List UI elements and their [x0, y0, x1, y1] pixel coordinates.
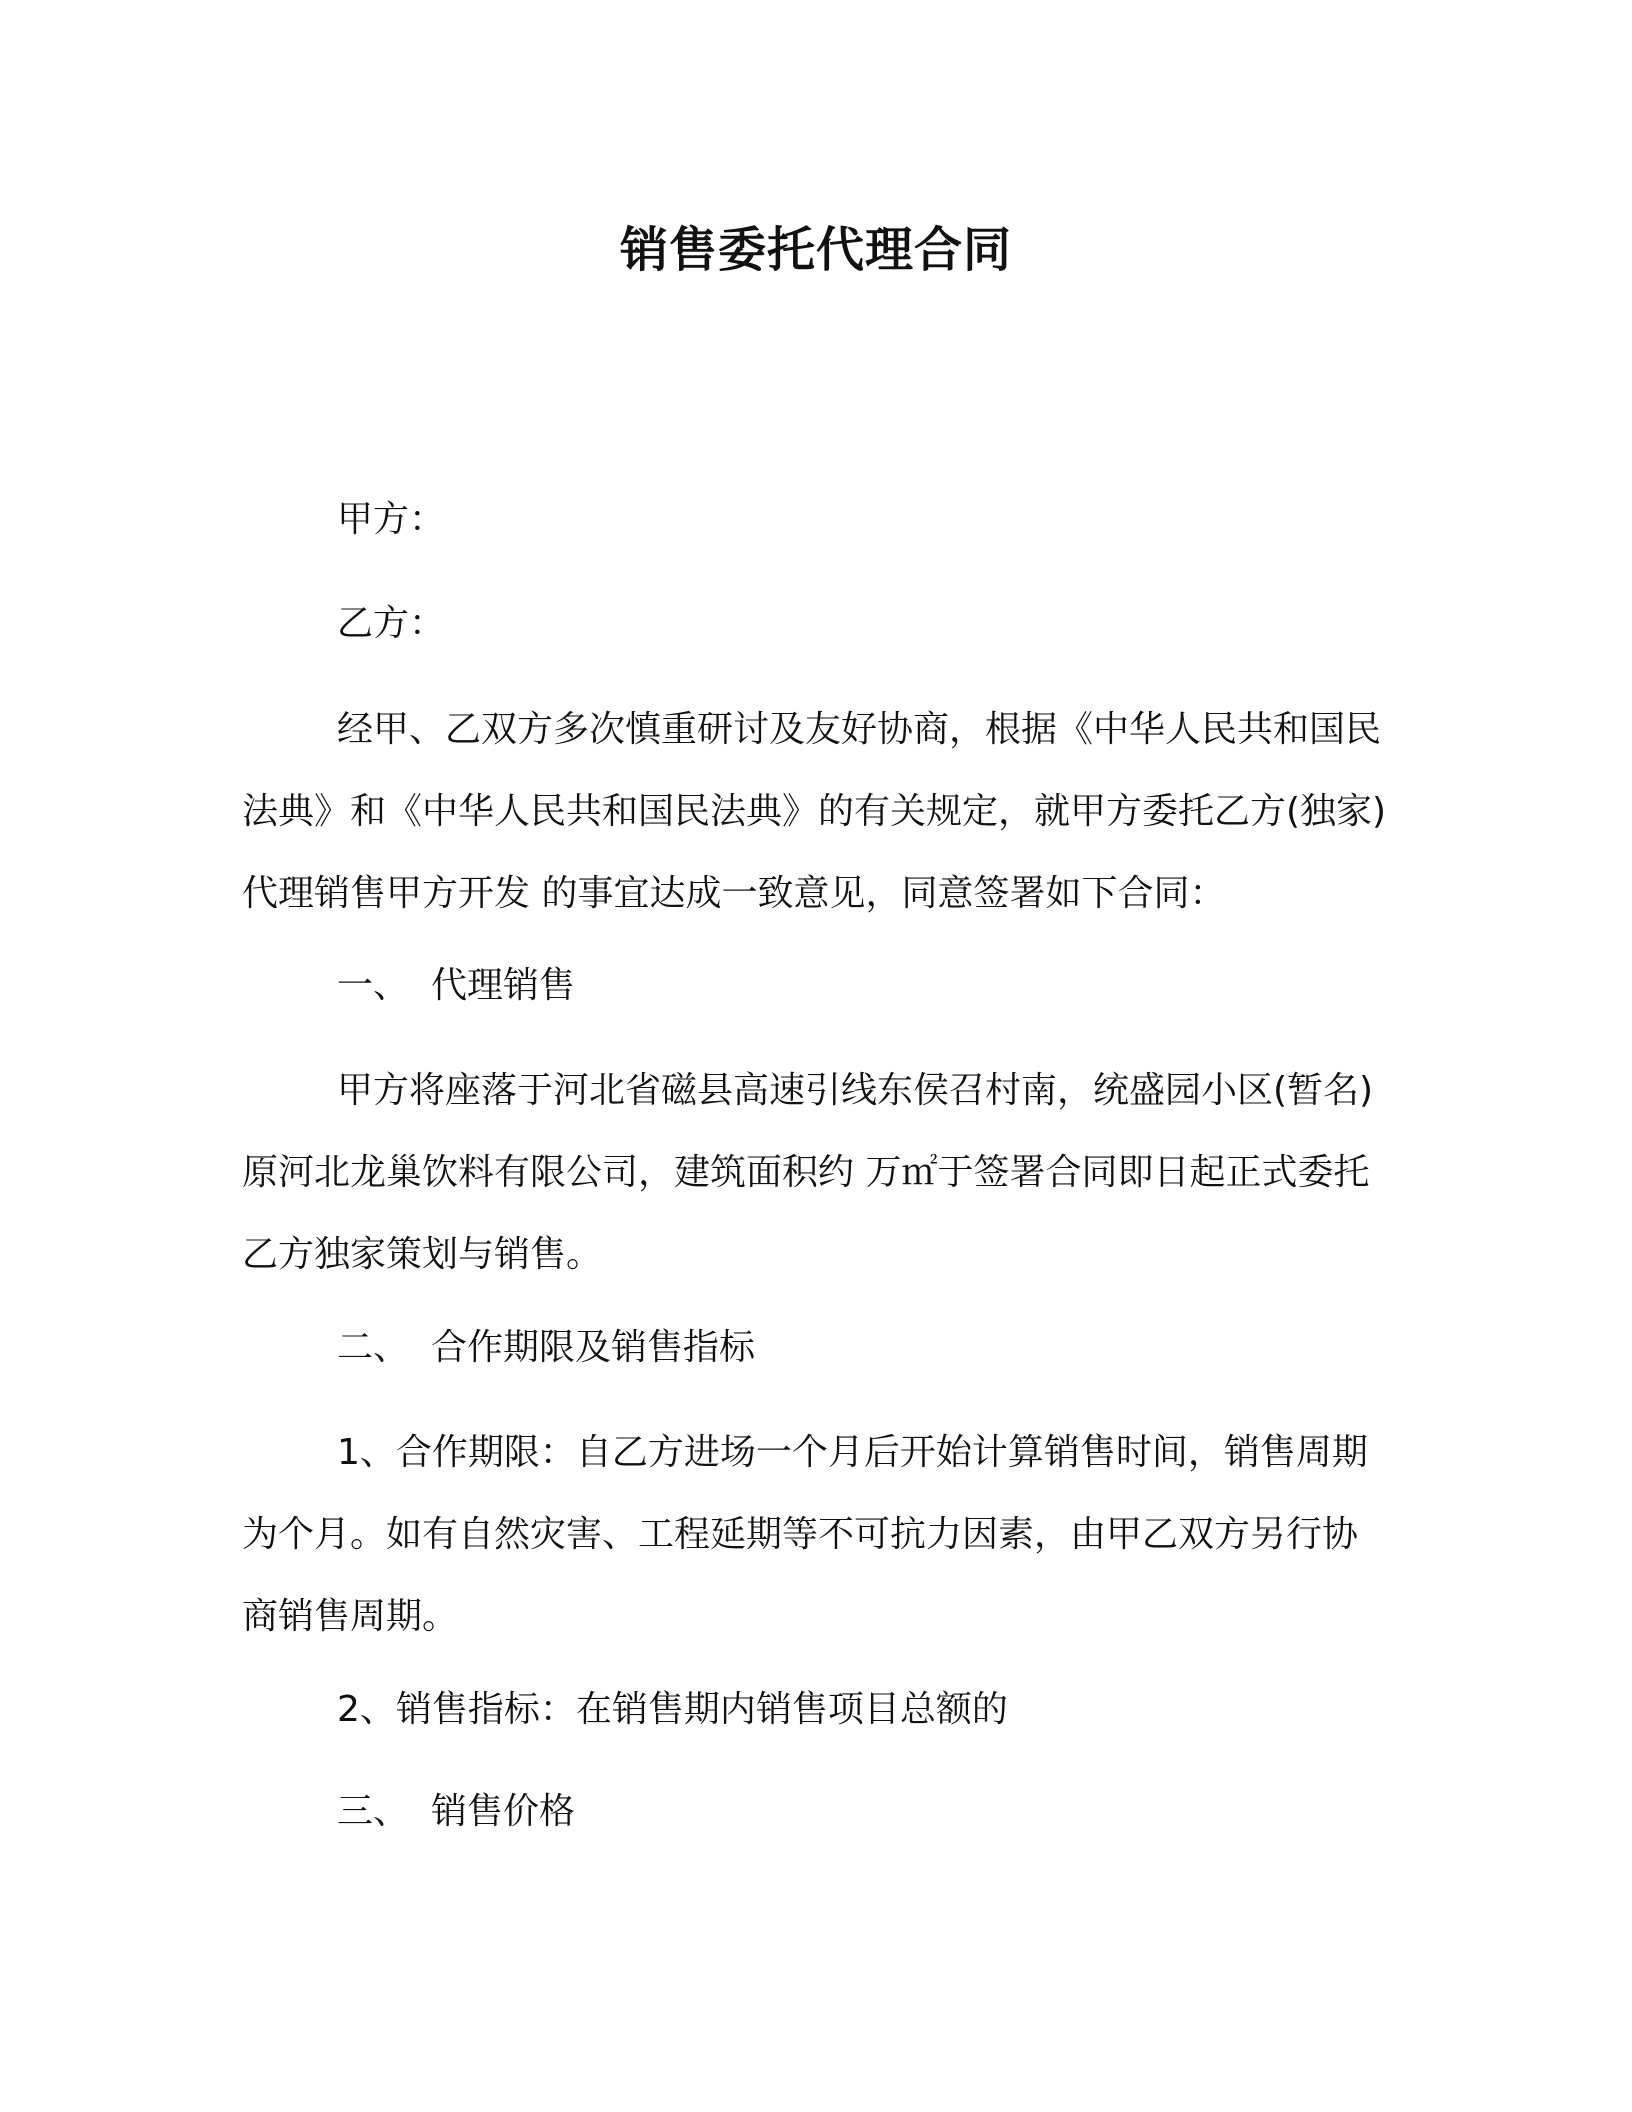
- section-1-body: 甲方将座落于河北省磁县高速引线东侯召村南，统盛园小区(暂名)原河北龙巢饮料有限公司，建筑面积约 万㎡于签署合同即日起正式委托乙方独家策划与销售。: [242, 1070, 1374, 1275]
- section-2-title: 合作期限及销售指标: [431, 1327, 756, 1368]
- party-a-label: 甲方：: [337, 499, 446, 540]
- section-2-item-1: 1、合作期限：自乙方进场一个月后开始计算销售时间，销售周期为个月。如有自然灾害、工程延期等不可抗力因素，由甲乙双方另行协商销售周期。: [242, 1432, 1368, 1637]
- document-title: 销售委托代理合同: [619, 222, 1012, 278]
- party-b-label: 乙方：: [337, 603, 446, 644]
- section-1-title: 代理销售: [431, 965, 576, 1006]
- section-1-number: 一、: [337, 965, 410, 1006]
- section-1-heading: [337, 956, 575, 1016]
- section-3-number: 三、: [337, 1791, 410, 1832]
- section-2-number: 二、: [337, 1327, 410, 1368]
- section-3-heading: [337, 1782, 575, 1842]
- intro-paragraph: 经甲、乙双方多次慎重研讨及友好协商，根据《中华人民共和国民法典》和《中华人民共和国民法典》的有关规定，就甲方委托乙方(独家)代理销售甲方开发 的事宜达成一致意见，同意签署如下合同：: [242, 709, 1387, 914]
- section-3-title: 销售价格: [431, 1791, 576, 1832]
- section-2-heading: [337, 1318, 755, 1378]
- section-2-item-2: 2、销售指标：在销售期内销售项目总额的: [337, 1689, 1008, 1730]
